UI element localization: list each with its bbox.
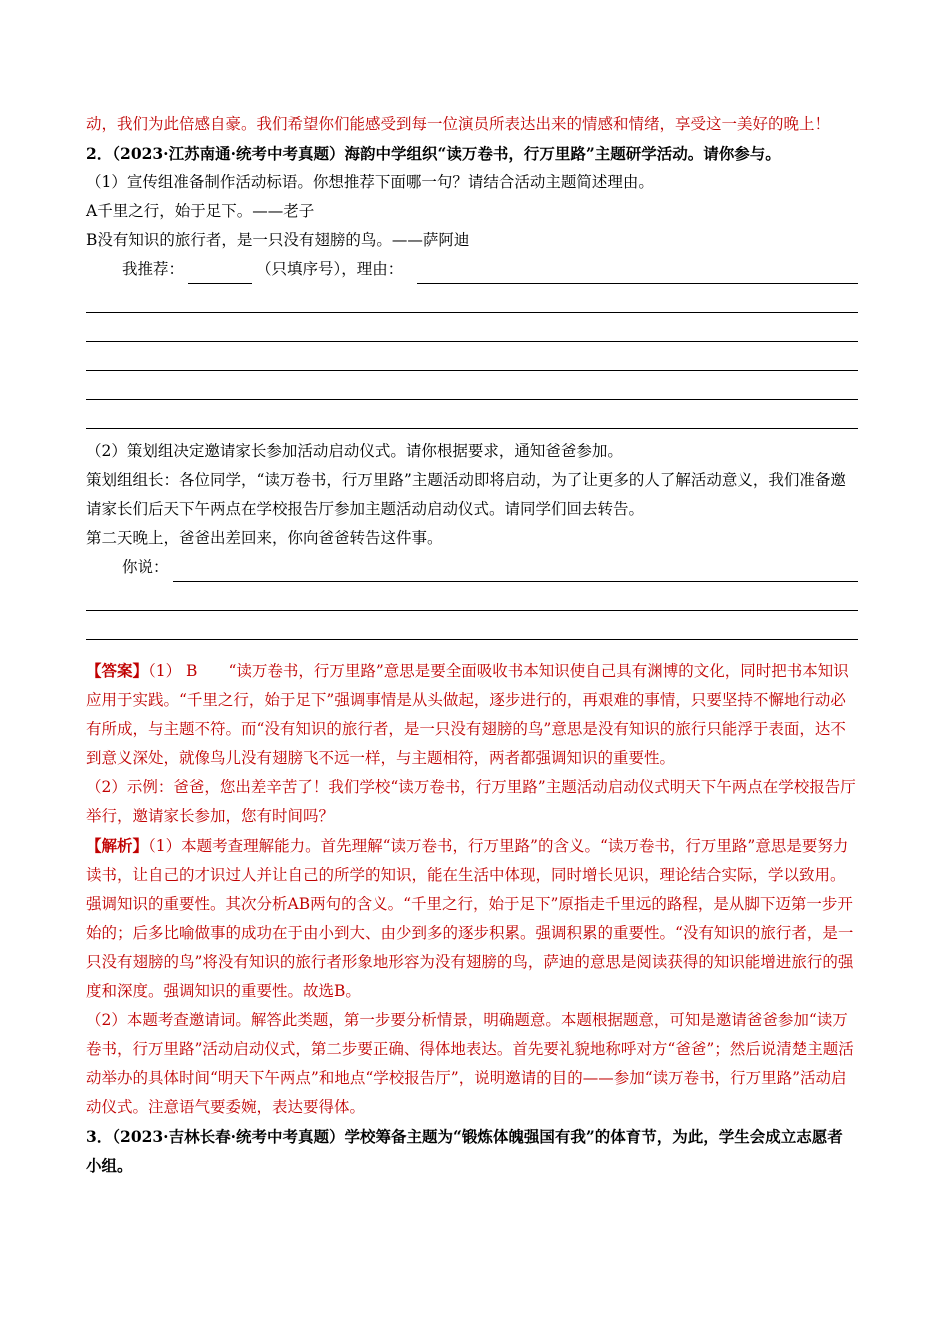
say-line-2[interactable] bbox=[86, 611, 858, 640]
q2-part2-prompt: （2）策划组决定邀请家长参加活动启动仪式。请你根据要求，通知爸爸参加。 bbox=[86, 442, 623, 460]
recommend-blank[interactable] bbox=[188, 263, 252, 284]
analysis-part1-text: （1）本题考查理解能力。首先理解“读万卷书，行万里路”的含义。“读万卷书，行万里路”意思是要努力读书，让自己的才识过人并让自己的所学的知识，能在生活中体现，同时增长见识，理论结合实际，学以致用。强调知识的重要性。其次分析AB两句的含义。“千里之行，始于足下”原指走千里远的路程，是从脚下迈第一步开始的；后多比喻做事的成功在于由小到大、由少到多的逐步积累。强调积累的重要性。“没有知识的旅行者，是一只没有翅膀的鸟”将没有知识的旅行者形象地形容为没有翅膀的鸟，萨迪的意思是阅读获得的知识能增进旅行的强度和深度。强调知识的重要性。故选B。 bbox=[86, 837, 854, 1000]
answer-tag: 【答案】 bbox=[86, 661, 149, 680]
answer-part2: （2）示例：爸爸，您出差辛苦了！我们学校“读万卷书，行万里路”主题活动启动仪式明天下午两点在学校报告厅举行，邀请家长参加，您有时间吗？ bbox=[86, 778, 856, 825]
q2-part1-prompt: （1）宣传组准备制作活动标语。你想推荐下面哪一句？请结合活动主题简述理由。 bbox=[86, 173, 654, 191]
question-2-heading: 2．（2023·江苏南通·统考中考真题）海韵中学组织“读万卷书，行万里路”主题研学活动。请你参与。 bbox=[86, 144, 781, 163]
answer-part1 bbox=[86, 656, 858, 773]
intro-continuation: 动，我们为此倍感自豪。我们希望你们能感受到每一位演员所表达出来的情感和情绪，享受这一美好的晚上！ bbox=[86, 115, 831, 133]
reason-blank-inline[interactable] bbox=[417, 261, 858, 284]
answer-part1-text: （1） B “读万卷书，行万里路”意思是要全面吸收书本知识使自己具有渊博的文化，同时把书本知识应用于实践。“千里之行，始于足下”强调事情是从头做起，逐步进行的，再艰难的事情，只要坚持不懈地行动必有所成，与主题不符。而“没有知识的旅行者，是一只没有翅膀的鸟”意思是没有知识的旅行只能浮于表面，达不到意义深处，就像鸟儿没有翅膀飞不远一样，与主题相符，两者都强调知识的重要性。 bbox=[86, 662, 849, 767]
option-b: B没有知识的旅行者，是一只没有翅膀的鸟。——萨阿迪 bbox=[86, 231, 470, 249]
reason-line-3[interactable] bbox=[86, 342, 858, 371]
analysis-tag: 【解析】 bbox=[86, 836, 149, 855]
analysis-part1 bbox=[86, 831, 858, 1006]
say-label: 你说： bbox=[122, 558, 169, 576]
say-row bbox=[86, 553, 858, 582]
reason-line-4[interactable] bbox=[86, 371, 858, 400]
scenario-text: 策划组组长：各位同学，“读万卷书，行万里路”主题活动即将启动，为了让更多的人了解活动意义，我们准备邀请家长们后天下午两点在学校报告厅参加主题活动启动仪式。请同学们回去转告。 bbox=[86, 471, 846, 518]
document-page bbox=[86, 110, 858, 1180]
recommend-hint: （只填序号），理由： bbox=[256, 260, 404, 278]
reason-line-1[interactable] bbox=[86, 284, 858, 313]
recommend-label: 我推荐： bbox=[122, 260, 185, 278]
next-day-text: 第二天晚上，爸爸出差回来，你向爸爸转告这件事。 bbox=[86, 529, 443, 547]
analysis-part2: （2）本题考查邀请词。解答此类题，第一步要分析情景，明确题意。本题根据题意，可知是邀请爸爸参加“读万卷书，行万里路”活动启动仪式，第二步要正确、得体地表达。首先要礼貌地称呼对方“爸爸”；然后说清楚主题活动举办的具体时间“明天下午两点”和地点“学校报告厅”，说明邀请的目的——参加“读万卷书，行万里路”活动启动仪式。注意语气要委婉，表达要得体。 bbox=[86, 1011, 854, 1116]
question-3-heading: 3．（2023·吉林长春·统考中考真题）学校筹备主题为“锻炼体魄强国有我”的体育节，为此，学生会成立志愿者小组。 bbox=[86, 1127, 843, 1175]
option-a: A千里之行，始于足下。——老子 bbox=[86, 202, 315, 220]
say-line-1[interactable] bbox=[86, 582, 858, 611]
say-blank-inline[interactable] bbox=[173, 559, 858, 582]
reason-line-5[interactable] bbox=[86, 400, 858, 429]
reason-line-2[interactable] bbox=[86, 313, 858, 342]
recommend-row bbox=[86, 255, 858, 284]
